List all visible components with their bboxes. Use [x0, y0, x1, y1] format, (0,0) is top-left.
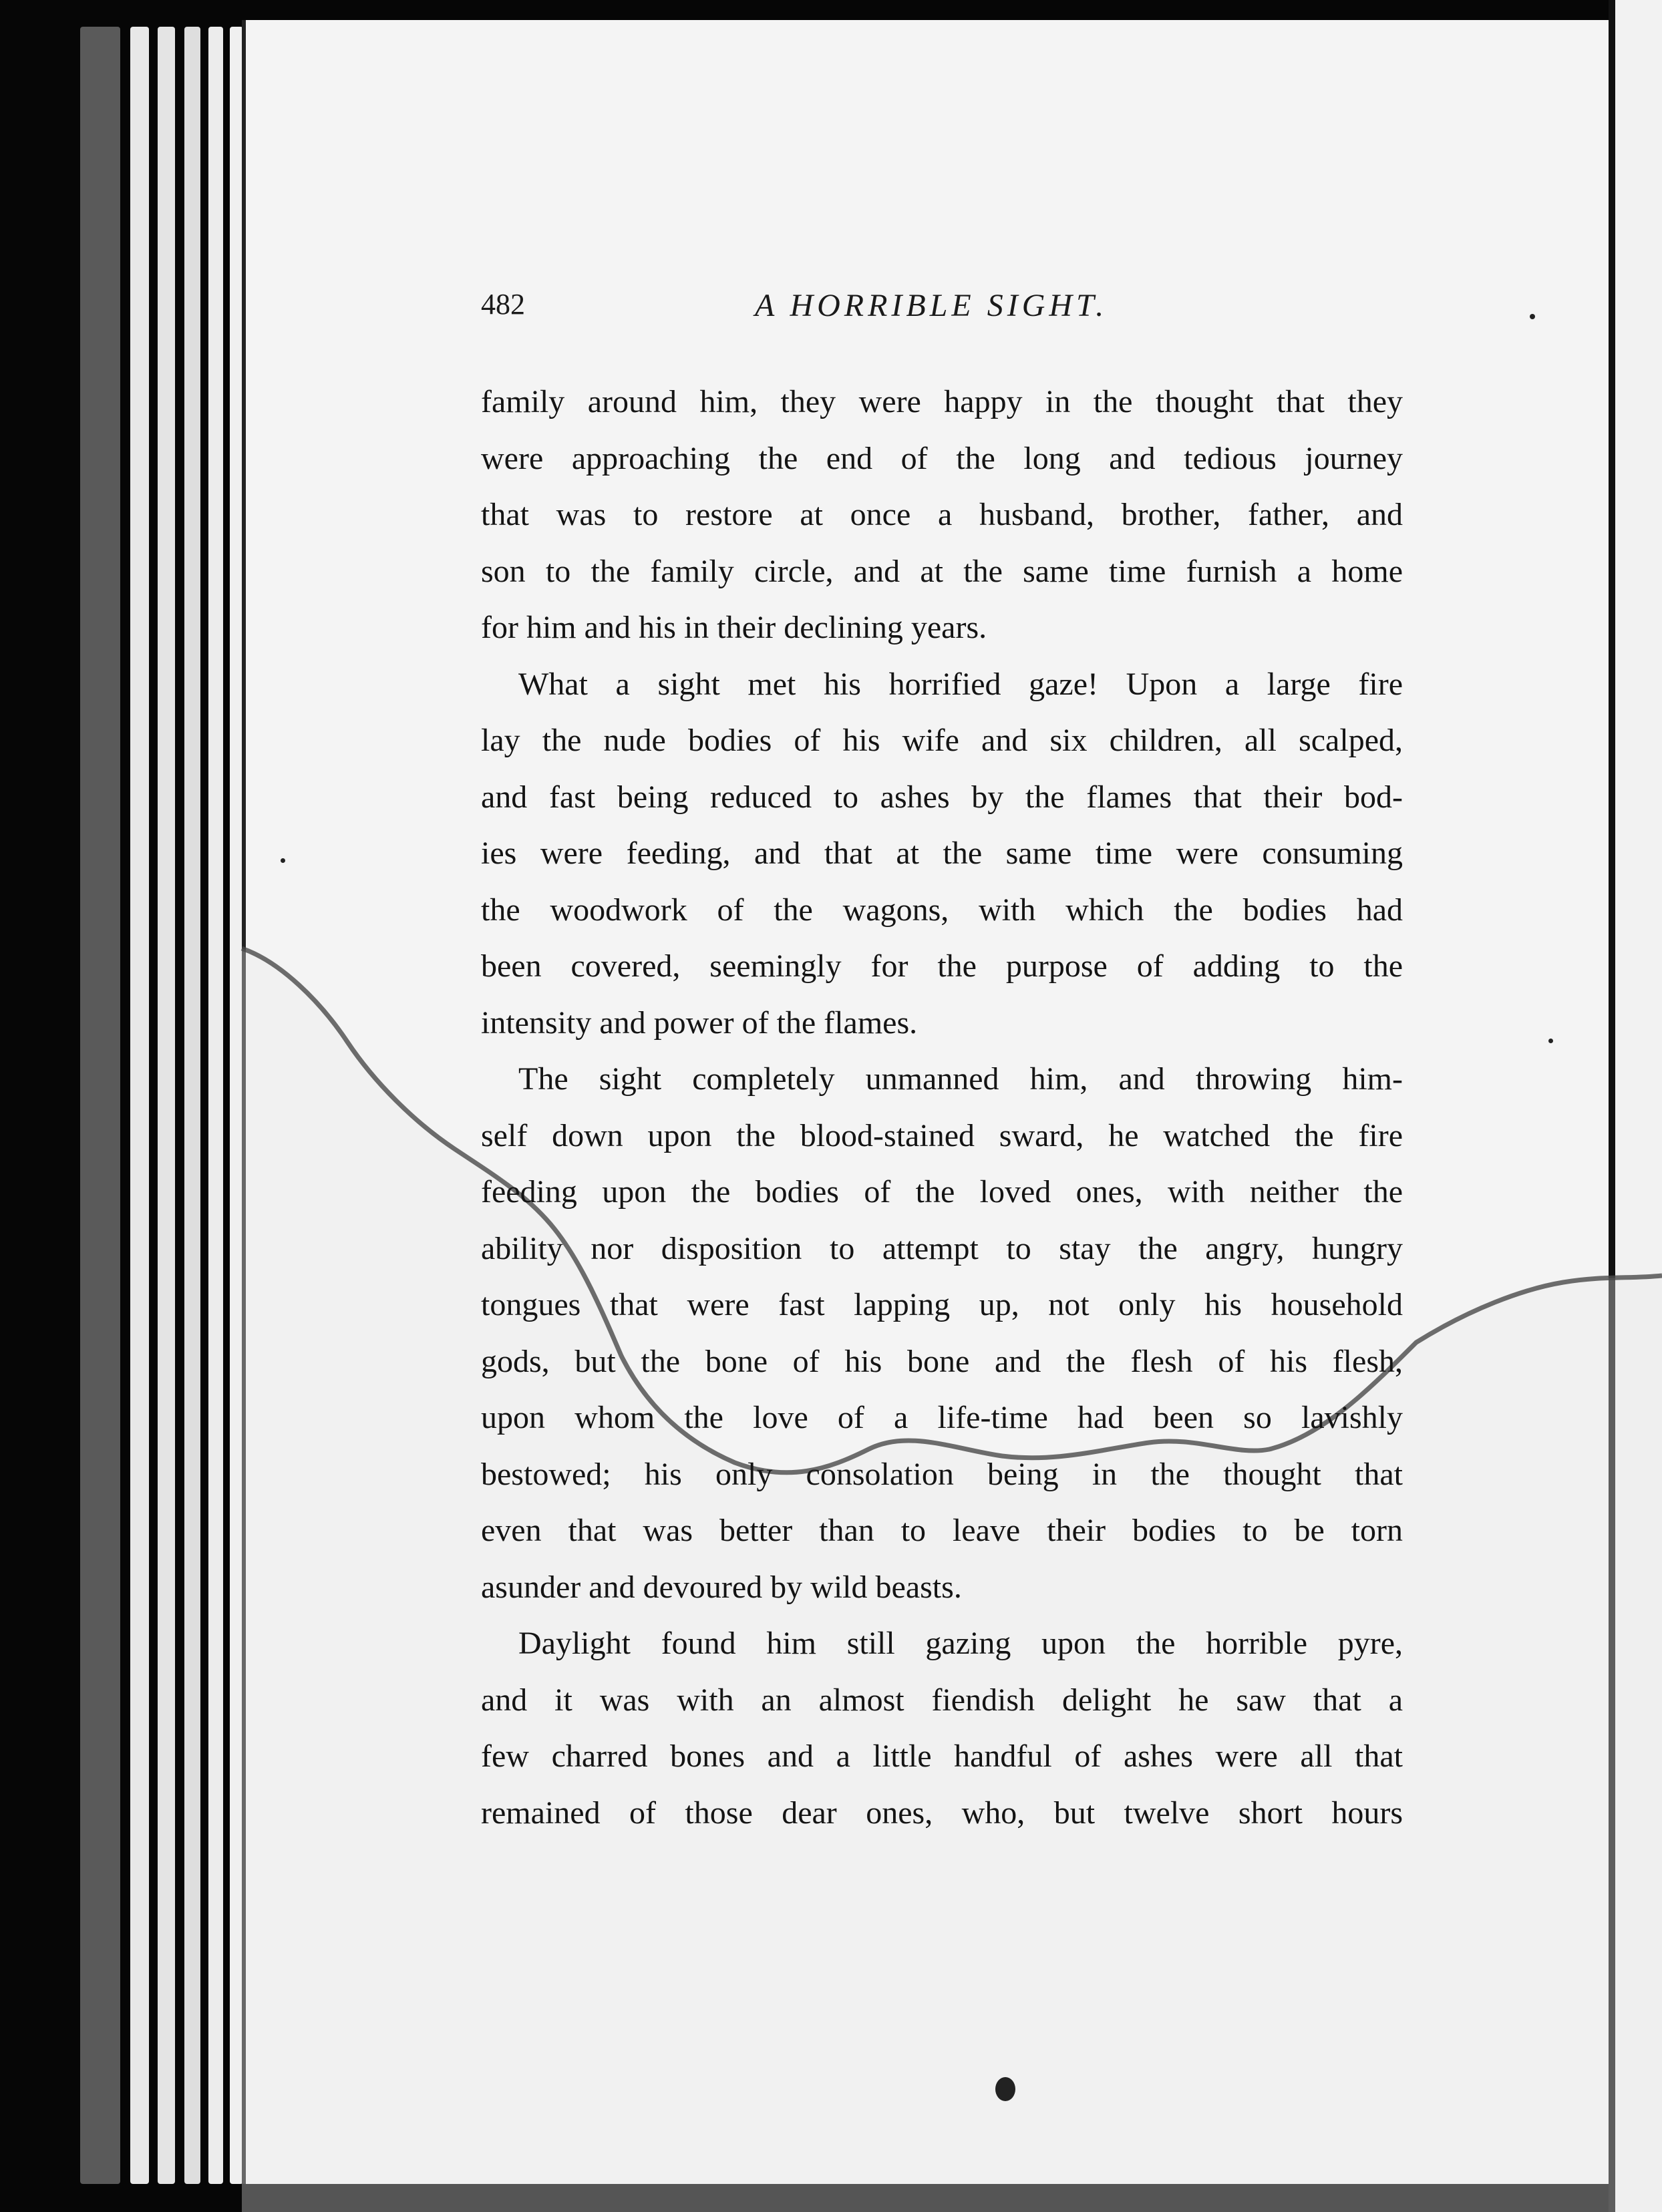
page-edge: [80, 27, 120, 2184]
text-line: and fast being reduced to ashes by the flames that their bod-: [481, 779, 1403, 815]
text-line: few charred bones and a little handful of ashes were all that: [481, 1738, 1403, 1774]
ink-speck: [995, 2077, 1015, 2101]
text-line: The sight completely unmanned him, and throwing him-: [518, 1061, 1403, 1097]
text-line: been covered, seemingly for the purpose of adding to the: [481, 948, 1403, 984]
text-line: son to the family circle, and at the same time furnish a home: [481, 553, 1403, 589]
text-line: lay the nude bodies of his wife and six children, all scalped,: [481, 723, 1403, 758]
text-line: intensity and power of the flames.: [481, 1004, 918, 1041]
paragraph: [481, 374, 1403, 657]
text-line: family around him, they were happy in the thought that they: [481, 384, 1403, 419]
text-line: for him and his in their declining years.: [481, 610, 987, 645]
text-line: remained of those dear ones, who, but twelve short hours: [481, 1795, 1403, 1831]
page-edge: [158, 27, 175, 2184]
running-head: A HORRIBLE SIGHT.: [755, 288, 1108, 323]
text-line: self down upon the blood-stained sward, he watched the fire: [481, 1117, 1403, 1153]
text-line: the woodwork of the wagons, with which the bodies had: [481, 892, 1403, 928]
ink-speck: [1548, 1039, 1553, 1043]
text-line: upon whom the love of a life-time had been so lavishly: [481, 1400, 1403, 1435]
text-line: feeding upon the bodies of the loved ones, with neither the: [481, 1174, 1403, 1210]
facing-page-edge: [1609, 0, 1662, 2212]
text-line: ability nor disposition to attempt to stay the angry, hungry: [481, 1230, 1403, 1266]
page-number: 482: [481, 288, 525, 321]
ink-speck: [281, 858, 285, 863]
page-edge: [208, 27, 223, 2184]
text-line: ies were feeding, and that at the same time were consuming: [481, 836, 1403, 871]
text-line: even that was better than to leave their bodies to be torn: [481, 1513, 1403, 1548]
text-line: Daylight found him still gazing upon the horrible pyre,: [518, 1626, 1403, 1661]
ink-speck: [1530, 314, 1535, 319]
page-edge: [184, 27, 200, 2184]
paragraph: [481, 1051, 1403, 1616]
text-line: What a sight met his horrified gaze! Upon a large fire: [518, 666, 1403, 702]
text-line: were approaching the end of the long and tedious journey: [481, 440, 1403, 476]
page-edge: [130, 27, 149, 2184]
page-header: [481, 287, 1403, 341]
text-line: and it was with an almost fiendish delight he saw that a: [481, 1682, 1403, 1718]
body-text: [481, 374, 1403, 1841]
text-line: tongues that were fast lapping up, not only his household: [481, 1287, 1403, 1322]
text-line: that was to restore at once a husband, brother, father, and: [481, 497, 1403, 532]
text-line: bestowed; his only consolation being in the thought that: [481, 1456, 1403, 1492]
text-line: gods, but the bone of his bone and the flesh of his flesh,: [481, 1343, 1403, 1379]
text-line: asunder and devoured by wild beasts.: [481, 1569, 962, 1605]
page-edge: [230, 27, 243, 2184]
paragraph: [481, 657, 1403, 1052]
paragraph: [481, 1616, 1403, 1841]
